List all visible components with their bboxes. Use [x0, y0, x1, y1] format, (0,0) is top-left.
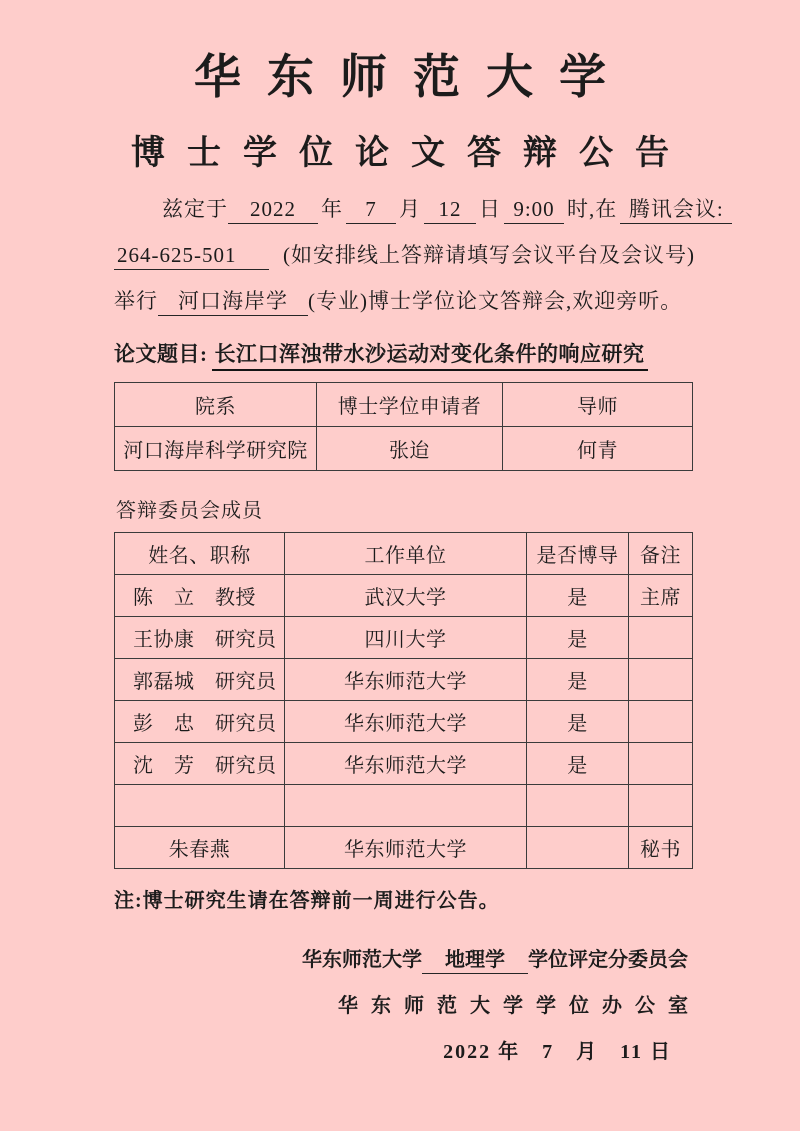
degree-subcommittee-line	[0, 937, 688, 983]
university-title: 华东师范大学	[194, 52, 632, 104]
table-cell: 王协康 研究员	[115, 617, 285, 659]
intro-prefix: 兹定于	[162, 197, 228, 221]
venue-blank: 腾讯会议:	[620, 196, 732, 224]
column-header-work-unit: 工作单位	[285, 533, 527, 575]
table-cell: 何青	[503, 427, 693, 471]
table-cell: 是	[527, 743, 629, 785]
table-cell	[527, 827, 629, 869]
intro-line-datetime	[114, 186, 730, 232]
subcommittee-prefix: 华东师范大学	[302, 949, 422, 971]
footer	[0, 937, 800, 1075]
table-header-row	[115, 533, 693, 575]
table-cell: 是	[527, 575, 629, 617]
table-cell: 是	[527, 617, 629, 659]
applicant-info-table	[114, 382, 693, 471]
table-row	[115, 743, 693, 785]
intro-line-meeting	[114, 232, 730, 278]
column-header-doctoral-supervisor: 是否博导	[527, 533, 629, 575]
table-cell: 是	[527, 659, 629, 701]
intro-paragraph	[114, 186, 730, 324]
table-cell	[285, 785, 527, 827]
hold-prefix: 举行	[114, 289, 158, 313]
thesis-title-row	[114, 337, 800, 371]
column-header-department: 院系	[115, 383, 317, 427]
table-cell	[629, 701, 693, 743]
thesis-title: 长江口浑浊带水沙运动对变化条件的响应研究	[212, 340, 648, 371]
intro-line-major	[114, 278, 730, 324]
table-cell: 河口海岸科学研究院	[115, 427, 317, 471]
meeting-id-blank: 264-625-501	[114, 242, 269, 270]
table-row	[115, 701, 693, 743]
table-row	[115, 659, 693, 701]
table-cell: 沈 芳 研究员	[115, 743, 285, 785]
committee-section-label: 答辩委员会成员	[116, 500, 263, 522]
column-header-applicant: 博士学位申请者	[317, 383, 503, 427]
table-cell: 华东师范大学	[285, 701, 527, 743]
table-row	[115, 427, 693, 471]
note-text: 注:博士研究生请在答辩前一周进行公告。	[114, 890, 500, 912]
time-unit: 时,在	[567, 197, 618, 221]
thesis-label: 论文题目:	[114, 342, 208, 366]
day-blank: 12	[424, 196, 476, 224]
table-row	[115, 575, 693, 617]
table-cell: 华东师范大学	[285, 827, 527, 869]
table-cell: 四川大学	[285, 617, 527, 659]
table-cell	[115, 785, 285, 827]
table-row	[115, 617, 693, 659]
table-cell: 华东师范大学	[285, 659, 527, 701]
table-row	[115, 785, 693, 827]
table-cell: 武汉大学	[285, 575, 527, 617]
year-unit: 年	[321, 197, 343, 221]
subcommittee-suffix: 学位评定分委员会	[528, 949, 688, 971]
column-header-name-title: 姓名、职称	[115, 533, 285, 575]
time-blank: 9:00	[504, 196, 564, 224]
table-cell	[629, 785, 693, 827]
day-unit: 日	[479, 197, 501, 221]
table-cell: 彭 忠 研究员	[115, 701, 285, 743]
column-header-supervisor: 导师	[503, 383, 693, 427]
degree-office-text: 华东师范大学学位办公室	[338, 995, 701, 1017]
table-cell	[629, 743, 693, 785]
table-cell: 郭磊城 研究员	[115, 659, 285, 701]
division-blank: 地理学	[422, 947, 528, 974]
table-cell: 朱春燕	[115, 827, 285, 869]
year-blank: 2022	[228, 196, 318, 224]
table-header-row	[115, 383, 693, 427]
table-cell: 是	[527, 701, 629, 743]
month-blank: 7	[346, 196, 396, 224]
table-cell: 陈 立 教授	[115, 575, 285, 617]
committee-table	[114, 532, 693, 869]
column-header-remarks: 备注	[629, 533, 693, 575]
table-cell: 张迨	[317, 427, 503, 471]
hold-suffix: (专业)博士学位论文答辩会,欢迎旁听。	[308, 289, 683, 313]
table-cell: 秘书	[629, 827, 693, 869]
table-cell	[629, 659, 693, 701]
table-cell	[629, 617, 693, 659]
date-line: 2022 年 7 月 11 日	[443, 1041, 672, 1063]
major-blank: 河口海岸学	[158, 288, 308, 316]
month-unit: 月	[399, 197, 421, 221]
degree-office-line	[0, 983, 701, 1029]
table-cell	[527, 785, 629, 827]
table-cell: 华东师范大学	[285, 743, 527, 785]
table-row	[115, 827, 693, 869]
table-cell: 主席	[629, 575, 693, 617]
announcement-title: 博士学位论文答辩公告	[131, 135, 691, 172]
meeting-note: (如安排线上答辩请填写会议平台及会议号)	[283, 243, 695, 267]
